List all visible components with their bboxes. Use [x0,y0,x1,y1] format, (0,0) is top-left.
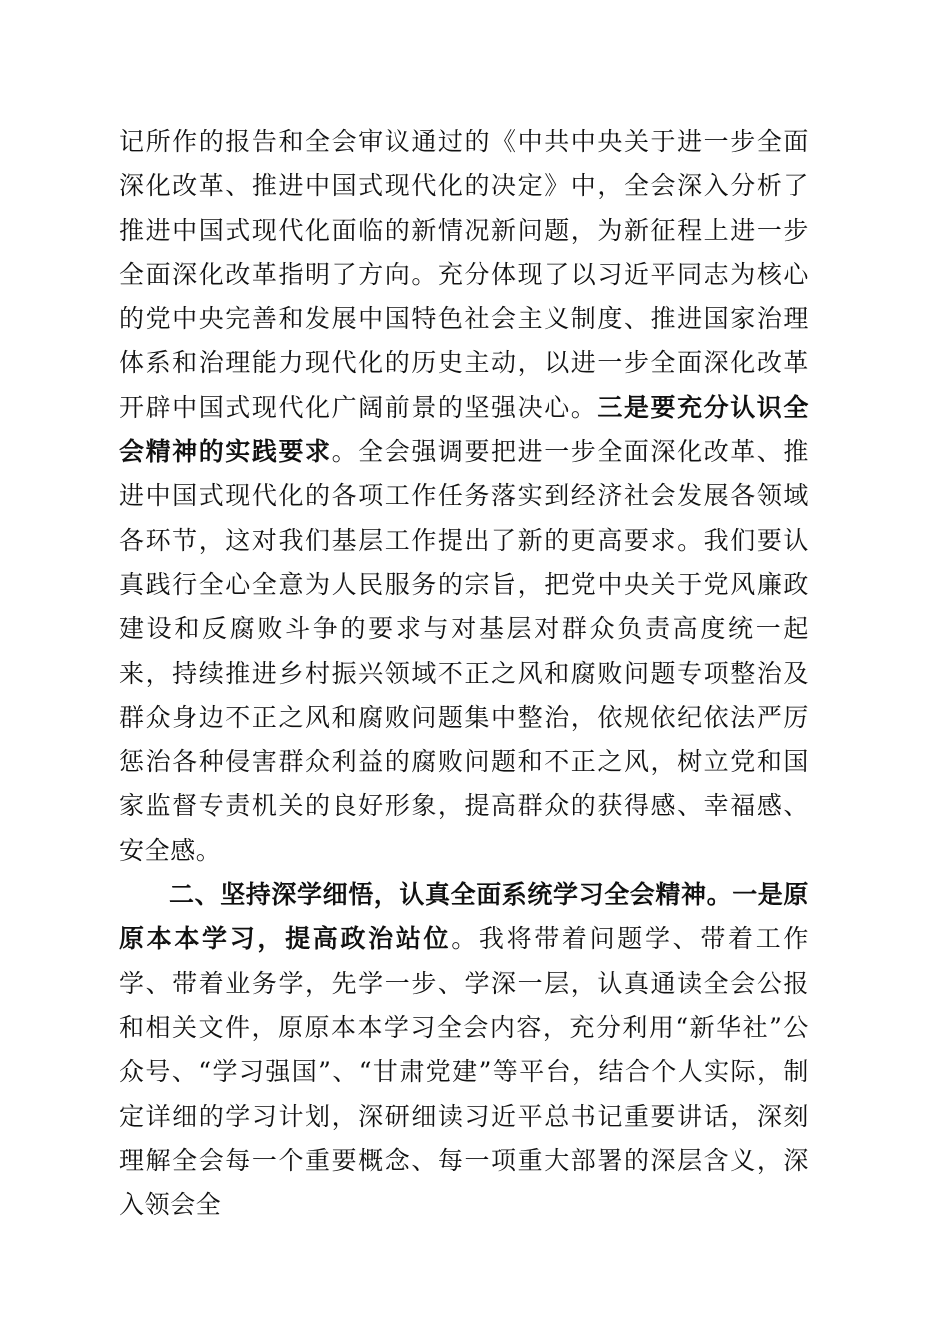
paragraph-2-run-2: 。我将带着问题学、带着工作学、带着业务学，先学一步、学深一层，认真通读全会公报和相关文件，原原本本学习全会内容，充分利用“新华社”公众号、“学习强国”、“甘肃党建”等平台，结合个人实际，制定详细的学习计划，深研细读习近平总书记重要讲话，深刻理解全会每一个重要概念、每一项重大部署的深层含义，深入领会全 [119,924,809,1220]
paragraph-2 [119,873,809,1227]
paragraph-2-bold-heading: 二、坚持深学细悟，认真全面系统学习全会精神。一是原原本本学习，提高政治站位 [119,880,810,954]
paragraph-1-bold-heading: 三是要充分认识全会精神的实践要求 [119,392,809,467]
paragraph-1 [119,120,809,873]
body-text [119,120,809,1227]
paragraph-1-run-3: 。全会强调要把进一步全面深化改革、推进中国式现代化的各项工作任务落实到经济社会发展各领域各环节，这对我们基层工作提出了新的更高要求。我们要认真践行全心全意为人民服务的宗旨，把党中央关于党风廉政建设和反腐败斗争的要求与对基层对群众负责高度统一起来，持续推进乡村振兴领域不正之风和腐败问题专项整治及群众身边不正之风和腐败问题集中整治，依规依纪依法严厉惩治各种侵害群众利益的腐败问题和不正之风，树立党和国家监督专责机关的良好形象，提高群众的获得感、幸福感、安全感。 [119,437,809,865]
paragraph-1-run-1: 记所作的报告和全会审议通过的《中共中央关于进一步全面深化改革、推进中国式现代化的决定》中，全会深入分析了推进中国式现代化面临的新情况新问题，为新征程上进一步全面深化改革指明了方向。充分体现了以习近平同志为核心的党中央完善和发展中国特色社会主义制度、推进国家治理体系和治理能力现代化的历史主动，以进一步全面深化改革开辟中国式现代化广阔前景的坚强决心。 [119,127,809,422]
